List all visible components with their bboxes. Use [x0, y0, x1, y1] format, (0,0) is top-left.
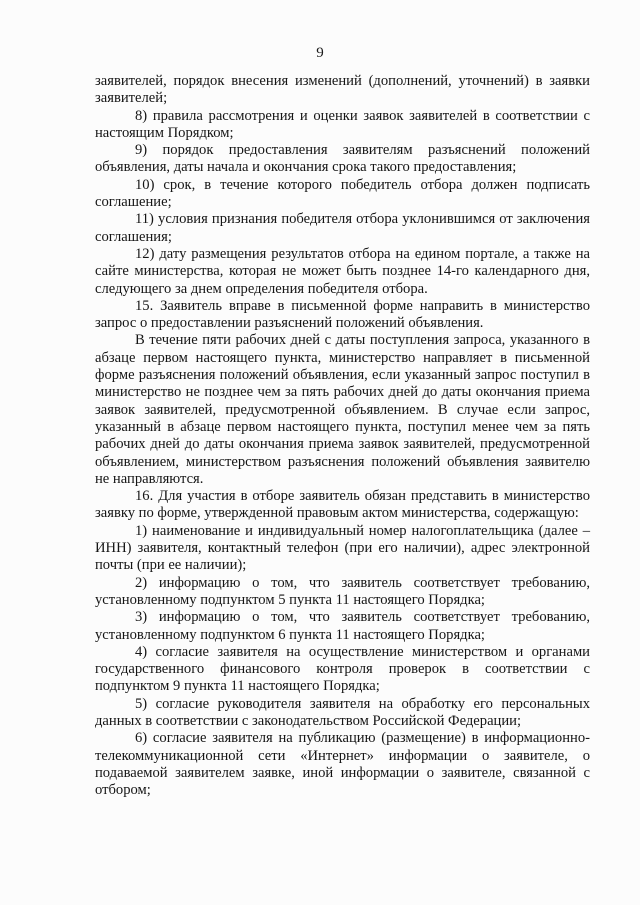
- paragraph: 11) условия признания победителя отбора уклонившимся от заключения соглашения;: [95, 211, 590, 245]
- paragraph: 3) информацию о том, что заявитель соответствует требованию, установленному подпунктом 6 пункта 11 настоящего Порядка;: [95, 609, 590, 643]
- paragraph: 10) срок, в течение которого победитель отбора должен подписать соглашение;: [95, 176, 590, 211]
- paragraph: 5) согласие руководителя заявителя на обработку его персональных данных в соответствии с законодательством Российской Федерации;: [95, 695, 590, 729]
- paragraph: 6) согласие заявителя на публикацию (размещение) в информационно-телекоммуникационной сети «Интернет» информации о заявителе, о подаваемой заявителем заявке, иной информации о заявителе, связанной с отбором;: [95, 730, 590, 799]
- paragraph: 8) правила рассмотрения и оценки заявок заявителей в соответствии с настоящим Порядком;: [95, 107, 590, 141]
- paragraph: В течение пяти рабочих дней с даты поступления запроса, указанного в абзаце первом настоящего пункта, министерство направляет в письменной форме разъяснения положений объявления, если указанный запрос поступил в министерство не позднее чем за пять рабочих дней до даты окончания приема заявок заявителей, предусмотренной объявлением. В случае если запрос, указанный в абзаце первом настоящего пункта, поступил менее чем за пять рабочих дней до даты окончания приема заявок заявителей, предусмотренной объявлением, министерством разъяснения положений объявления заявителю не направляются.: [95, 332, 590, 487]
- paragraph: 16. Для участия в отборе заявитель обязан представить в министерство заявку по форме, утвержденной правовым актом министерства, содержащую:: [95, 488, 590, 522]
- paragraph: 1) наименование и индивидуальный номер налогоплательщика (далее – ИНН) заявителя, контактный телефон (при его наличии), адрес электронной почты (при ее наличии);: [95, 522, 590, 574]
- paragraph: 12) дату размещения результатов отбора на едином портале, а также на сайте министерства, которая не может быть позднее 14-го календарного дня, следующего за днем определения победителя отбора.: [95, 245, 590, 297]
- paragraph: 4) согласие заявителя на осуществление министерством и органами государственного финансового контроля проверок в соответствии с подпунктом 9 пункта 11 настоящего Порядка;: [95, 643, 590, 695]
- paragraph: 15. Заявитель вправе в письменной форме направить в министерство запрос о предоставлении разъяснений положений объявления.: [95, 297, 590, 332]
- page-number: 9: [316, 45, 324, 61]
- paragraph: 9) порядок предоставления заявителям разъяснений положений объявления, даты начала и окончания срока такого предоставления;: [95, 142, 590, 176]
- document-body: [95, 73, 590, 799]
- paragraph: 2) информацию о том, что заявитель соответствует требованию, установленному подпунктом 5 пункта 11 настоящего Порядка;: [95, 574, 590, 608]
- paragraph: заявителей, порядок внесения изменений (дополнений, уточнений) в заявки заявителей;: [95, 73, 590, 107]
